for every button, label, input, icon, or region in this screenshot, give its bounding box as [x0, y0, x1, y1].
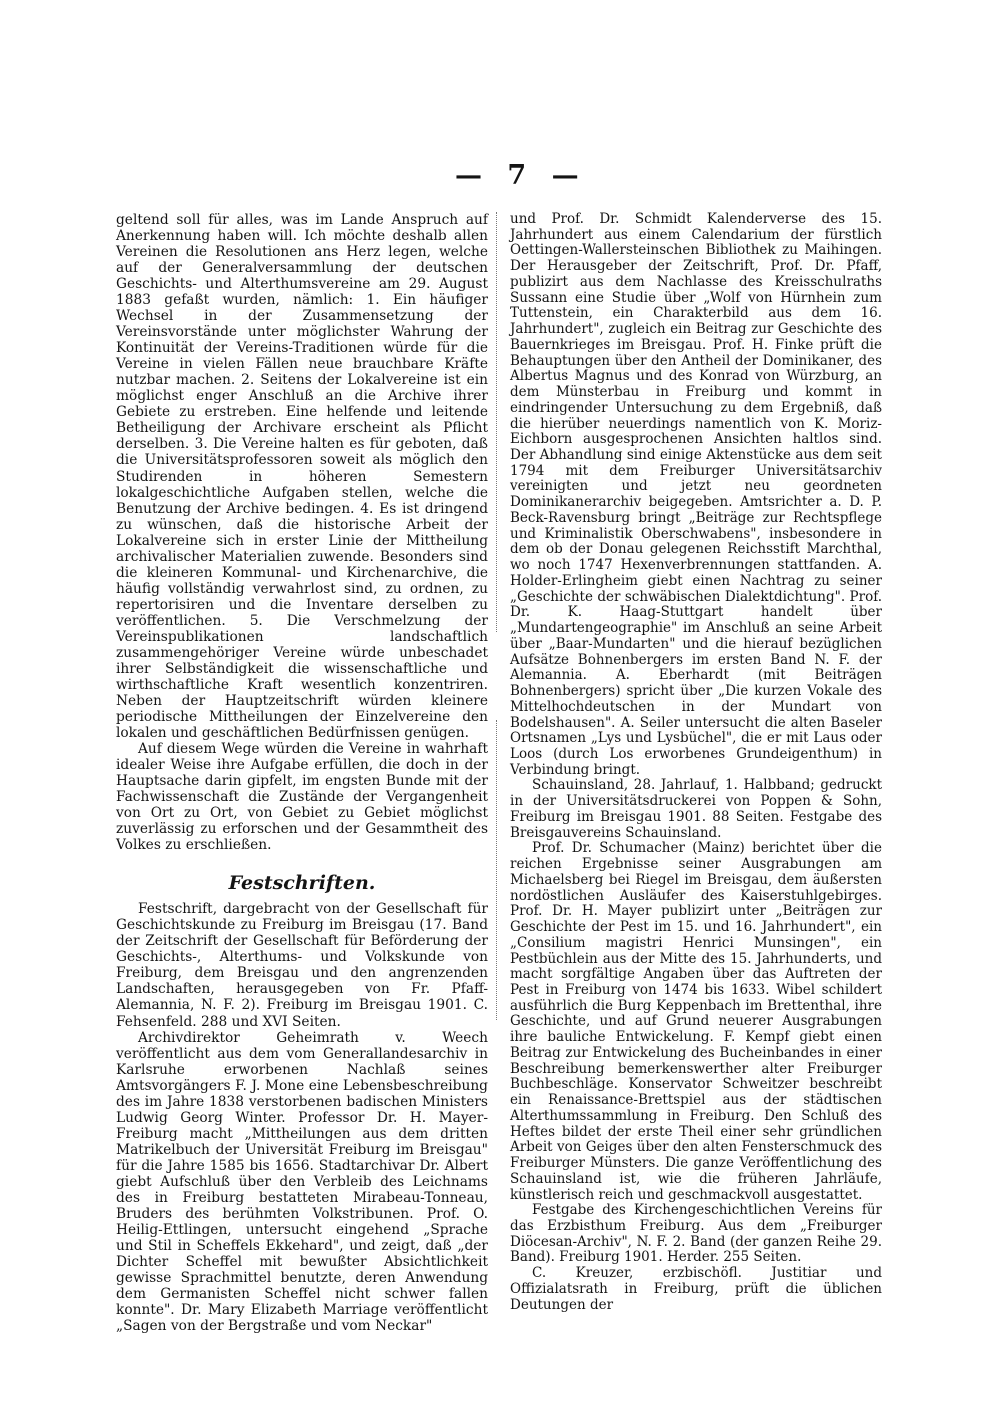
right-column: [510, 212, 882, 1313]
left-paragraph-1: geltend soll für alles, was im Lande Anspruch auf Anerkennung haben will. Ich möchte deshalb allen Vereinen die Resolutionen ans Herz legen, welche auf der Generalversammlung der deutschen Geschichts- und Alterthumsvereine am 29. August 1883 gefaßt wurden, nämlich: 1. Ein häufiger Wechsel in der Zusammensetzung der Vereinsvorstände unter möglichster Wahrung der Kontinuität der Vereins-Traditionen würde für die Vereine in vielen Fällen neue brauchbare Kräfte nutzbar machen. 2. Seitens der Lokalvereine ist ein möglichst enger Anschluß an die Archive ihrer Gebiete zu erstreben. Eine helfende und leitende Betheiligung der Archivare erscheint als Pflicht derselben. 3. Die Vereine halten es für geboten, daß die Universitätsprofessoren soweit als möglich den Studirenden in höheren Semestern lokalgeschichtliche Aufgaben stellen, welche die Benutzung der Archive bedingen. 4. Es ist dringend zu wünschen, daß die historische Arbeit der Lokalvereine sich in erster Linie der Mittheilung archivalischer Materialien zuwende. Besonders sind die kleineren Kommunal- und Kirchenarchive, die häufig vollständig verwahrlost sind, zu ordnen, zu repertorisiren und die Inventare derselben zu veröffentlichen. 5. Die Verschmelzung der Vereinspublikationen landschaftlich zusammengehöriger Vereine würde unbeschadet ihrer Selbständigkeit die wissenschaftliche und wirthschaftliche Kraft wesentlich konzentriren. Neben der Hauptzeitschrift würden kleinere periodische Mittheilungen der Einzelvereine den lokalen und geschäftlichen Bedürfnissen genügen.: [116, 212, 488, 741]
right-paragraph-2: Schauinsland, 28. Jahrlauf, 1. Halbband; gedruckt in der Universitätsdruckerei von Poppen & Sohn, Freiburg im Breisgau 1901. 88 Seiten. Festgabe des Breisgauvereins Schauinsland.: [510, 777, 882, 841]
left-column: [116, 212, 488, 1334]
section-heading: Festschriften.: [228, 872, 376, 895]
column-divider-upper: [496, 212, 497, 632]
right-paragraph-4: Festgabe des Kirchengeschichtlichen Vereins für das Erzbisthum Freiburg. Aus dem „Freiburger Diöcesan-Archiv", N. F. 2. Band (der ganzen Reihe 29. Band). Freiburg 1901. Herder. 255 Seiten.: [510, 1202, 882, 1266]
column-divider-lower: [496, 720, 497, 1020]
page-number: — 7 —: [455, 160, 587, 191]
left-paragraph-4: Archivdirektor Geheimrath v. Weech veröffentlicht aus dem vom Generallandesarchiv in Karlsruhe erworbenen Nachlaß seines Amtsvorgängers F. J. Mone eine Lebensbeschreibung des im Jahre 1838 verstorbenen badischen Ministers Ludwig Georg Winter. Professor Dr. H. Mayer-Freiburg macht „Mittheilungen aus dem dritten Matrikelbuch der Universität Freiburg im Breisgau" für die Jahre 1585 bis 1656. Stadtarchivar Dr. Albert giebt Aufschluß über den Verbleib des Leichnams des in Freiburg bestatteten Mirabeau-Tonneau, Bruders des berühmten Volkstribunen. Prof. O. Heilig-Ettlingen, untersucht eingehend „Sprache und Stil in Scheffels Ekkehard", und zeigt, daß „der Dichter Scheffel mit bewußter Absichtlichkeit gewisse Sprachmittel benutzte, deren Anwendung dem Germanisten Scheffel nicht schwer fallen konnte". Dr. Mary Elizabeth Marriage veröffentlicht „Sagen von der Bergstraße und vom Neckar": [116, 1029, 488, 1335]
right-paragraph-1: und Prof. Dr. Schmidt Kalenderverse des 15. Jahrhundert aus einem Calendarium der fürstlich Oettingen-Wallersteinschen Bibliothek zu Maihingen. Der Herausgeber der Zeitschrift, Prof. Dr. Pfaff, publizirt aus dem Nachlasse des Kreisschulraths Sussann eine Studie über „Wolf von Hürnhein zum Tuttenstein, ein Charakterbild aus dem 16. Jahrhundert", zugleich ein Beitrag zur Geschichte des Bauernkrieges im Breisgau. Prof. H. Finke prüft die Behauptungen über den Antheil der Dominikaner, des Albertus Magnus und des Konrad von Würzburg, an dem Münsterbau in Freiburg und kommt in eindringender Untersuchung zu dem Ergebniß, daß die hierüber neuerdings namentlich von K. Moriz-Eichborn ausgesprochenen Ansichten haltlos sind. Der Abhandlung sind einige Aktenstücke aus dem seit 1794 mit dem Freiburger Universitätsarchiv vereinigten und jetzt neu geordneten Dominikanerarchiv beigegeben. Amtsrichter a. D. P. Beck-Ravensburg bringt „Beiträge zur Rechtspflege und Kriminalistik Oberschwabens", insbesondere in dem ob der Donau gelegenen Reichsstift Marchthal, wo noch 1747 Hexenverbrennungen stattfanden. A. Holder-Erlingheim giebt einen Nachtrag zu seiner „Geschichte der schwäbischen Dialektdichtung". Prof. Dr. K. Haag-Stuttgart handelt über „Mundartengeographie" im Anschluß an seine Arbeit über „Baar-Mundarten" und die hierauf bezüglichen Aufsätze Bohnenbergers im ersten Band N. F. der Alemannia. A. Eberhardt (mit Beiträgen Bohnenbergers) spricht über „Die kurzen Vokale des Mittelhochdeutschen in der Mundart von Bodelshausen". A. Seiler untersucht die alten Baseler Ortsnamen „Lys und Lysbüchel", die er mit Laus oder Loos (durch Los erworbenes Grundeigenthum) in Verbindung bringt.: [510, 211, 882, 778]
left-paragraph-3: Festschrift, dargebracht von der Gesellschaft für Geschichtskunde zu Freiburg im Breisgau (17. Band der Zeitschrift der Gesellschaft für Beförderung der Geschichts-, Alterthums- und Volkskunde von Freiburg, dem Breisgau und den angrenzenden Landschaften, herausgegeben von Fr. Pfaff-Alemannia, N. F. 2). Freiburg im Breisgau 1901. C. Fehsenfeld. 288 und XVI Seiten.: [116, 901, 488, 1030]
left-paragraph-2: Auf diesem Wege würden die Vereine in wahrhaft idealer Weise ihre Aufgabe erfüllen, die doch in der Hauptsache darin gipfelt, im engsten Bunde mit der Fachwissenschaft die Zustände der Vergangenheit von Ort zu Ort, von Gebiet zu Gebiet möglichst zuverlässig zu erforschen und der Gesammtheit des Volkes zu erschließen.: [116, 741, 488, 854]
right-paragraph-3: Prof. Dr. Schumacher (Mainz) berichtet über die reichen Ergebnisse seiner Ausgrabungen am Michaelsberg bei Riegel im Breisgau, dem äußersten nordöstlichen Ausläufer des Kaiserstuhlgebirges. Prof. Dr. H. Mayer publizirt unter „Beiträgen zur Geschichte der Pest im 15. und 16. Jahrhundert", ein „Consilium magistri Henrici Munsingen", ein Pestbüchlein aus der Mitte des 15. Jahrhunderts, und macht sorgfältige Angaben über das Auftreten der Pest in Freiburg von 1474 bis 1633. Wibel schildert ausführlich die Burg Keppenbach im Brettenthal, ihre Geschichte, und auf Grund neuerer Ausgrabungen ihre bauliche Entwickelung. F. Kempf giebt einen Beitrag zur Entwickelung des Bucheinbandes in einer Beschreibung bemerkenswerther alter Freiburger Buchbeschläge. Konservator Schweitzer beschreibt ein Renaissance-Brettspiel aus der städtischen Alterthumssammlung in Freiburg. Den Schluß des Heftes bildet der erste Theil einer sehr gründlichen Arbeit von Geiges über den alten Fensterschmuck des Freiburger Münsters. Die ganze Veröffentlichung des Schauinsland ist, wie die früheren Jahrläufe, künstlerisch reich und geschmackvoll ausgestattet.: [510, 840, 882, 1203]
right-paragraph-5: C. Kreuzer, erzbischöfl. Justitiar und Offizialatsrath in Freiburg, prüft die üblichen Deutungen der: [510, 1265, 882, 1313]
